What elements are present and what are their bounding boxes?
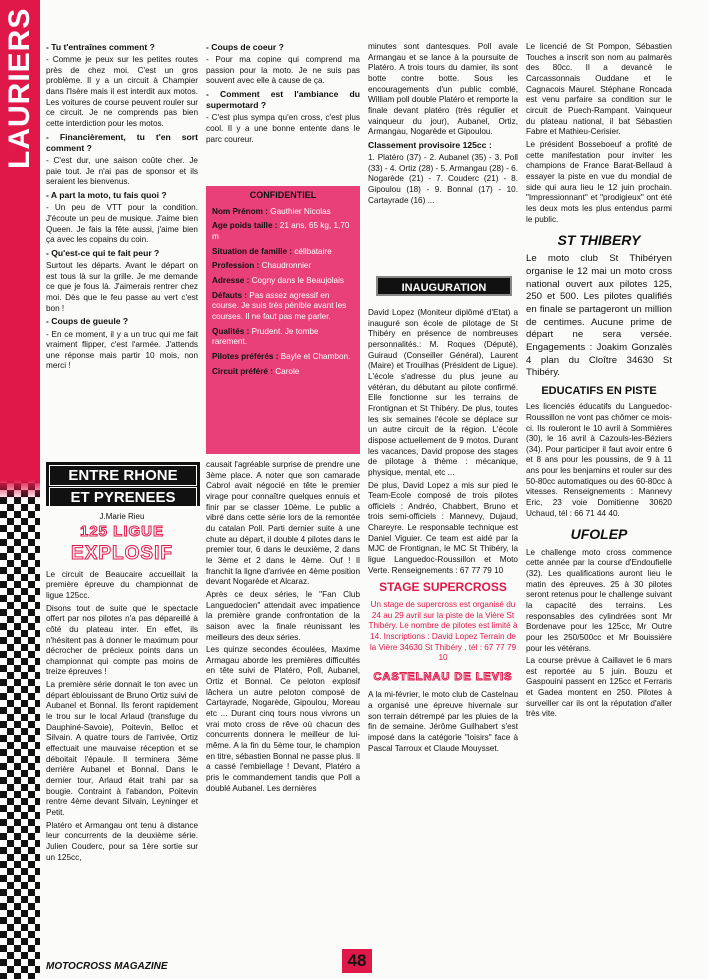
inauguration-banner: INAUGURATION [376,276,512,296]
st-thibery-title: ST THIBERY [557,232,641,249]
qa-block: - Coups de coeur ? - Pour ma copine qui comprend ma passion pour la moto. Je ne suis pas souvent avec elle à cause de ça. [206,42,360,86]
kicker-ligue: 125 LIGUE [79,523,165,541]
column-1-report: J.Marie Rieu 125 LIGUE EXPLOSIF Le circuit de Beaucaire accueillait la première épreuve du championnat de ligue 125cc. Disons tout de suite que le spectacle offert par nos pilotes n'a pas dépareillé à côté du plateau inter. En effet, ils n'hésitent pas à donner le maximum pour décrocher de précieux points dans un championnat qui compte pas moins de treize épreuves ! La première série donnait le ton avec un départ éblouissant de Bruno Ortiz suivi de Aubanel et Bonnal. Ils feront rapidement le trou sur le local Arlaud (transfuge du Dauphiné-Savoie), Poitevin, Belloc et Silvain. A quatre tours de l'arrivée, Ortiz effectuait une mauvaise réception et se déboitait l'épaule. Il terminera 3ème derrière Aubanel et Bonnal. Dans le dernier tour, Arlaud était trahi par sa bougie. Contraint à l'abandon, Poitevin rentre 4ème devant Silvain, Leyninger et Petit. Platéro et Armangau ont tenu à distance leur concurrents de la deuxième série. Julien Couderc, pour sa 1ère sortie sur un 125cc, [46,512,198,862]
qa-block: - Tu t'entraînes comment ? - Comme je peux sur les petites routes près de chez moi. C'est un gros problème. Il y a un circuit à Champier dans l'Isère mais il est interdit aux motos. Les voitures de course peuvent rouler sur ce circuit. Je ne comprends pas bien cette interdiction pour les motos. [46,42,198,129]
column-3-results: minutes sont dantesques. Poll avale Armangau et se lance à la poursuite de Platéro. A trois tours du damier, ils sont botte contre botte. Sous les encouragements d'un public comblé, William poll double Platéro et remporte la finale devant platéro (très régulier et vainqueur du jour), Aubanel, Ortiz, Armangau, Nogarède et Gipoulou. Classement provisoire 125cc : 1. Platéro (37) - 2. Aubanel (35) - 3. Poll (33) - 4. Ortiz (28) - 5. Armangau (28) - 6. Nogarède (21) - 7. Couderc (21) - 8. Gipoulou (18) - 9. Bonnal (17) - 10. Cartayrade (16) ... [368,42,518,205]
educatifs-title: EDUCATIFS EN PISTE [541,384,657,397]
confidentiel-box: CONFIDENTIEL Nom Prénom : Gauthier Nicolas Age poids taille : 21 ans, 65 kg, 1,70 m Situation de famille : célibataire Profession : Chaudronnier Adresse : Cogny dans le Beaujolais Défauts : Pas assez agressif en course. Je suis très pénible avant les courses. Il ne faut pas me parler. Qualités : Prudent. Je tombe rarement. Pilotes préférés : Bayle et Chambon. Circuit préféré : Carole [206,186,360,454]
column-3-news: David Lopez (Moniteur diplômé d'Etat) a inauguré son école de pilotage de St Thibéry en présence de nombreuses personnalités.: M. Roques (Député), Guiraud (Conseiller Général), Laurent (Maire) et Trouilhas (Président de Ligue). L'école s'adresse du plus jeune au vétéran, du débutant au pilote confirmé. Elle fonctionne sur les terrains de Frontignan et St Thibéry. De plus, toutes les six semaines l'école se déplace sur un autre circuit de la région. L'école dispose actuellement de 9 motos. Durant les vacances, David propose des stages de pilotage à thème : mécanique, physique, mental, etc ... De plus, David Lopez a mis sur pied le Team-Ecole composé de trois pilotes officiels : Andréo, Chabbert, Bruno et trois semi-officiels : Mannevy, Dujaud, Chareyre. Le responsable technique est Daniel Viguier. Ce team est aidé par la MJC de Frontignan, le MC St Thibéry, la ligue Languedoc-Roussillon et Moto Verte. Renseignements : 67 77 79 10 STAGE SUPERCROSS Un stage de supercross est organisé du 24 au 29 avril sur la piste de la Vière St Thibéry. Le nombre de pilotes est limité à 14. Inscriptions : David Lopez Terrain de la Vière 34630 St Thibéry , tél : 67 77 79 10 CASTELNAU DE LEVIS A la mi-février, le moto club de Castelnau a organisé une épreuve hivernale sur son terrain détrempé par les pluies de la fin de semaine. Jérôme Guilhabert s'est imposé dans la catégorie "loisirs" face à Pascal Tarroux et Claude Mouysset. [368,308,518,753]
author: J.Marie Rieu [99,512,145,521]
qa-block: - A part la moto, tu fais quoi ? - Un peu de VTT pour la condition. J'écoute un peu de musique. J'aime bien Queen. Je fais la fête aussi, j'aime bien ça avec les copains du coin. [46,190,198,245]
kicker-explosif: EXPLOSIF [71,542,173,564]
castelnau-title: CASTELNAU DE LEVIS [373,670,513,683]
ufolep-title: UFOLEP [570,526,628,543]
column-1-interview [46,42,198,458]
qa-block: - Financièrement, tu t'en sort comment ? - C'est dur, une saison coûte cher. Je paie tout. Je n'ai pas de sponsor et ils seraient les bienvenus. [46,131,198,187]
box-title: CONFIDENTIEL [249,190,317,200]
standings: 1. Platéro (37) - 2. Aubanel (35) - 3. Poll (33) - 4. Ortiz (28) - 5. Armangau (28) - 6. Nogarède (21) - 7. Couderc (21) - 8. Gipoulou (18) - 9. Bonnal (17) - 10. Cartayrade (16) ... [368,153,518,205]
qa-block: - Qu'est-ce qui te fait peur ? Surtout les départs. Avant le départ on est tous là sur la grille. Je me demande ce que je fous là. J'aimerais rentrer chez moi. Dès que le feu passe au vert c'est bon ! [46,247,198,313]
st-thibery-text: Le moto club St Thibéryen organise le 12 mai un moto cross national ouvert aux pilotes 125, 250 et 500. Les pilotes qualifiés en finale se partageront un million de centimes. Aucune prime de départ ne sera versée. Engagements : Joakim Gonzalès 4 plan du Cloître 34630 St Thibéry. [526,253,672,379]
banner-line-1: ENTRE RHONE [49,465,197,486]
qa-block: - Coups de gueule ? - En ce moment, il y a un truc qui me fait vraiment flipper, c'est l'armée. J'attends une réponse mais partir 10 mois, non merci ! [46,316,198,371]
section-title: LAURIERS [3,8,36,170]
page-number: 48 [342,949,372,973]
section-banner [46,462,200,506]
qa-block: - Comment est l'ambiance du supermotard ? - C'est plus sympa qu'en cross, c'est plus cool. Il y a une bonne entente dans le parc coureur. [206,89,360,144]
standings-title: Classement provisoire 125cc : [368,139,492,150]
stage-title: STAGE SUPERCROSS [379,580,507,595]
stage-text: Un stage de supercross est organisé du 24 au 29 avril sur la piste de la Vière St Thibéry. Le nombre de pilotes est limité à 14. Inscriptions : David Lopez Terrain de la Vière 34630 St Thibéry , tél : 67 77 79 10 [368,600,518,663]
column-4: Le licencié de St Pompon, Sébastien Touches a inscrit son nom au palmarès des 80cc. Il a devancé le Carcassonnais Ouddane et le Cagnacois Maurel. Stéphane Roncada est venu parfaire sa condition sur le circuit de Puech-Rampant. Vainqueur du plateau national, il bat Sébastien Fabre et Mathieu-Cerisier. Le président Bosseboeuf a profité de cette manifestation pour inviter les champions de France Barat-Bellaud à essayer la piste en vue du mondial de side qui aura lieu le 12 juin prochain. "Impressionnant" et "prodigieux" ont été les deux mots les plus entendus parmi le public. ST THIBERY Le moto club St Thibéryen organise le 12 mai un moto cross national ouvert aux pilotes 125, 250 et 500. Les pilotes qualifiés en finale se partageront un million de centimes. Aucune prime de départ ne sera versée. Engagements : Joakim Gonzalès 4 plan du Cloître 34630 St Thibéry. EDUCATIFS EN PISTE Les licenciés éducatifs du Languedoc-Roussillon ne vont pas chômer ce mois-ci. Ils rouleront le 10 avril à Sommières (30), le 16 avril à Cazouls-les-Béziers (34). Pour participer il faut avoir entre 6 et 8 ans pour les poussins, de 9 à 11 ans pour les benjamins et rouler sur des 50-80cc automatiques ou des 60-80cc à vitesses. Renseignements : Mannevy Eric, 23 voie Domitienne 30620 Uchaud, tél : 66 71 44 40. UFOLEP Le challenge moto cross commence cette année par la course d'Endoufielle (32). Les qualifications auront lieu le matin des épreuves. 25 à 30 pilotes seront retenus pour le challenge suivant la capacité des terrains. Les responsables des cylindrées sont Mr Bordenave pour les 125cc, Mr Outre pour les 250/500cc et Mr Bouissière pour les vétérans. La course prévue à Caillavet le 6 mars est reportée au 5 juin. Bouzu et Gaspouini passent en 125cc et Ferraris et Gadea montent en 250. Pilotes à surveiller car ils ont la réputation d'aller très vite. [526,42,672,719]
column-2-report: causait l'agréable surprise de prendre une 3ème place. A noter que son camarade Cabrol avait négocié en tête le premier virage pour connaître quelques ennuis et finir par se classer 10ème. Le public a vibré dans cette série lors de la remontée du catalan Poll. Parti dernier suite à une chute au départ, il double 4 pilotes dans le premier tour, 6 dans le deuxième, 2 dans le 3ème et 2 dans le 4ème. Ouf ! Il franchit la ligne d'arrivée en 4ème position devant Nogarède et Alcaraz. Après ce deux séries, le "Fan Club Languedocien" attendait avec impatience la première grande confrontation de la saison avec la finale réunissant les meilleurs des deux séries. Les quinze secondes écoulées, Maxime Armagau aborde les premières difficultés en tête suivi de Platéro, Poll, Aubanel, Ortiz et Bonnal. Ce peloton explosif lâchera un autre peloton composé de Cartayrade, Nogarède, Gipoulou, Moreau etc ... Durant cinq tours nous vivrons un vrai moto cross de rêve où chacun des concurrents donnera le meilleur de lui-même. A la fin du 5ème tour, le champion en titre, sébastien Bonnal ne passe plus. Il a cassé l'embiellage ! Devant, Platéro a pris le commandement tandis que Poll a doublé Aubanel. Les dernières [206,460,360,793]
checkered-sidebar [0,0,40,979]
banner-line-2: ET PYRENEES [49,487,197,508]
magazine-name: MOTOCROSS MAGAZINE [46,961,168,972]
column-2-interview [206,42,360,182]
